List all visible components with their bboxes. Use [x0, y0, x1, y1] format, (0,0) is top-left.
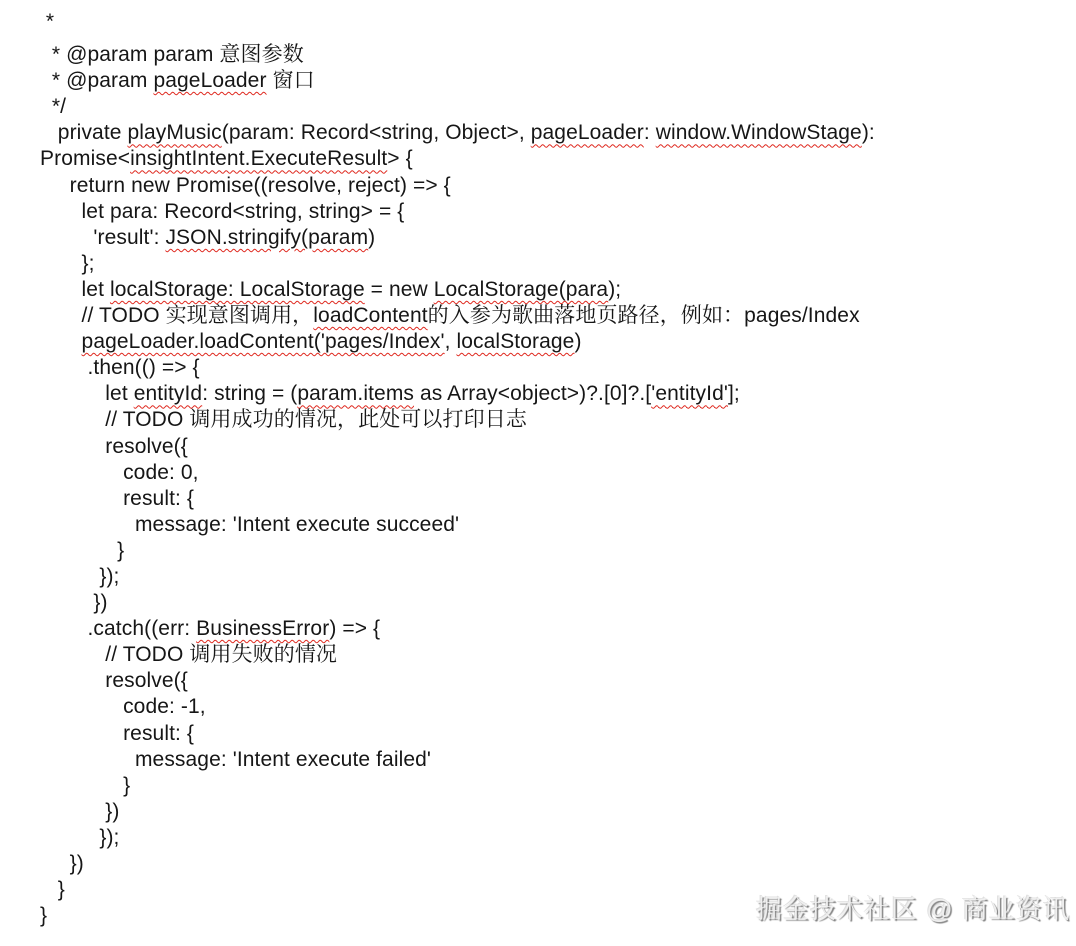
spellcheck-underlined-token: playMusic [127, 121, 222, 145]
spellcheck-underlined-token: localStorage: LocalStorage [109, 277, 365, 301]
code-line [40, 642, 1076, 668]
code-text: : [643, 121, 656, 145]
spellcheck-underlined-token: param.items [297, 382, 415, 406]
spellcheck-underlined-token: JSON.stringify(param [165, 225, 369, 249]
code-line [40, 825, 1076, 851]
code-line [40, 616, 1076, 642]
code-line [40, 146, 1076, 172]
code-line [40, 407, 1076, 433]
code-text: }); [40, 825, 120, 849]
code-line [40, 512, 1076, 538]
code-line [40, 355, 1076, 381]
spellcheck-underlined-token: insightIntent.ExecuteResult [130, 147, 388, 171]
spellcheck-underlined-token: window.WindowStage [655, 121, 862, 145]
code-text: }) [40, 591, 108, 615]
code-text: } [40, 904, 48, 928]
code-text [40, 330, 82, 353]
code-text: }); [40, 564, 120, 588]
code-line [40, 538, 1076, 564]
code-text: .catch((err: [40, 617, 197, 641]
code-text: as Array<object>)?.[0]?.[ [414, 382, 652, 406]
code-text: result: { [40, 721, 195, 745]
code-text: return new Promise((resolve, reject) => { [40, 173, 451, 197]
code-text: } [40, 878, 65, 902]
code-text: // TODO 实现意图调用， [40, 304, 314, 328]
spellcheck-underlined-token: LocalStorage(para [433, 277, 609, 301]
code-text: } [40, 773, 131, 797]
code-text: } [40, 538, 125, 562]
code-line [40, 799, 1076, 825]
code-line [40, 277, 1076, 303]
code-line [40, 694, 1076, 720]
code-text: }) [40, 852, 84, 875]
code-line [40, 94, 1076, 120]
code-text: private [40, 121, 128, 145]
code-line [40, 120, 1076, 146]
code-text: , [444, 330, 457, 354]
code-line [40, 251, 1076, 277]
code-text: ]; [727, 382, 740, 406]
code-line [40, 381, 1076, 407]
code-text: resolve({ [40, 669, 188, 693]
code-text: * [40, 10, 55, 33]
code-line [40, 668, 1076, 694]
code-line [40, 564, 1076, 590]
code-text: }) [40, 799, 120, 823]
code-text: * @param [40, 69, 154, 93]
code-text: 'result': [40, 225, 166, 249]
code-line [40, 68, 1076, 94]
code-text: let [40, 277, 110, 301]
code-block [40, 9, 1076, 929]
code-text: (param: Record<string, Object>, [221, 121, 531, 145]
code-line [40, 199, 1076, 225]
code-text: result: { [40, 486, 195, 510]
code-text: * @param param 意图参数 [40, 43, 304, 67]
code-text: let para: Record<string, string> = { [40, 199, 405, 223]
code-line [40, 721, 1076, 747]
spellcheck-underlined-token: pageLoader [153, 69, 267, 93]
code-text: Promise< [40, 147, 131, 171]
code-text: = new [364, 277, 434, 301]
code-text: // TODO 调用失败的情况 [40, 643, 338, 667]
code-text: .then(() => { [40, 356, 200, 380]
code-line [40, 851, 1076, 877]
code-text: let [40, 382, 134, 406]
code-text: message: 'Intent execute failed' [40, 747, 432, 771]
code-text: > { [387, 147, 413, 171]
code-text: // TODO 调用成功的情况，此处可以打印日志 [40, 408, 527, 432]
code-text: message: 'Intent execute succeed' [40, 512, 460, 536]
code-text: code: 0, [40, 460, 199, 484]
code-text: ): [861, 121, 875, 145]
code-text: ) => { [329, 617, 381, 641]
spellcheck-underlined-token: localStorage [456, 330, 575, 354]
spellcheck-underlined-token: pageLoader.loadContent('pages/Index' [81, 330, 445, 354]
spellcheck-underlined-token: BusinessError [196, 617, 330, 641]
spellcheck-underlined-token: entityId [133, 382, 203, 406]
code-text: : string = ( [202, 382, 298, 406]
code-text: 的入参为歌曲落地页路径，例如：pages/Index [427, 304, 860, 328]
code-text: */ [40, 95, 67, 119]
code-line [40, 303, 1076, 329]
code-line [40, 747, 1076, 773]
spellcheck-underlined-token: 'entityId' [651, 382, 728, 406]
spellcheck-underlined-token: loadContent [313, 304, 428, 328]
code-line [40, 9, 1076, 35]
code-text: ); [608, 277, 622, 301]
code-line [40, 42, 1076, 68]
code-text: resolve({ [40, 434, 188, 458]
code-text: 窗口 [266, 69, 315, 93]
code-text: code: -1, [40, 695, 206, 719]
code-text: ) [574, 330, 582, 354]
code-line [40, 434, 1076, 460]
spellcheck-underlined-token: pageLoader [530, 121, 644, 145]
code-text: ) [368, 225, 376, 249]
code-line [40, 173, 1076, 199]
watermark: 掘金技术社区 @ 商业资讯 [756, 894, 1070, 924]
code-text: }; [40, 251, 95, 275]
code-line [40, 590, 1076, 616]
code-line [40, 460, 1076, 486]
code-line [40, 225, 1076, 251]
code-line [40, 329, 1076, 355]
code-line [40, 773, 1076, 799]
code-line [40, 486, 1076, 512]
